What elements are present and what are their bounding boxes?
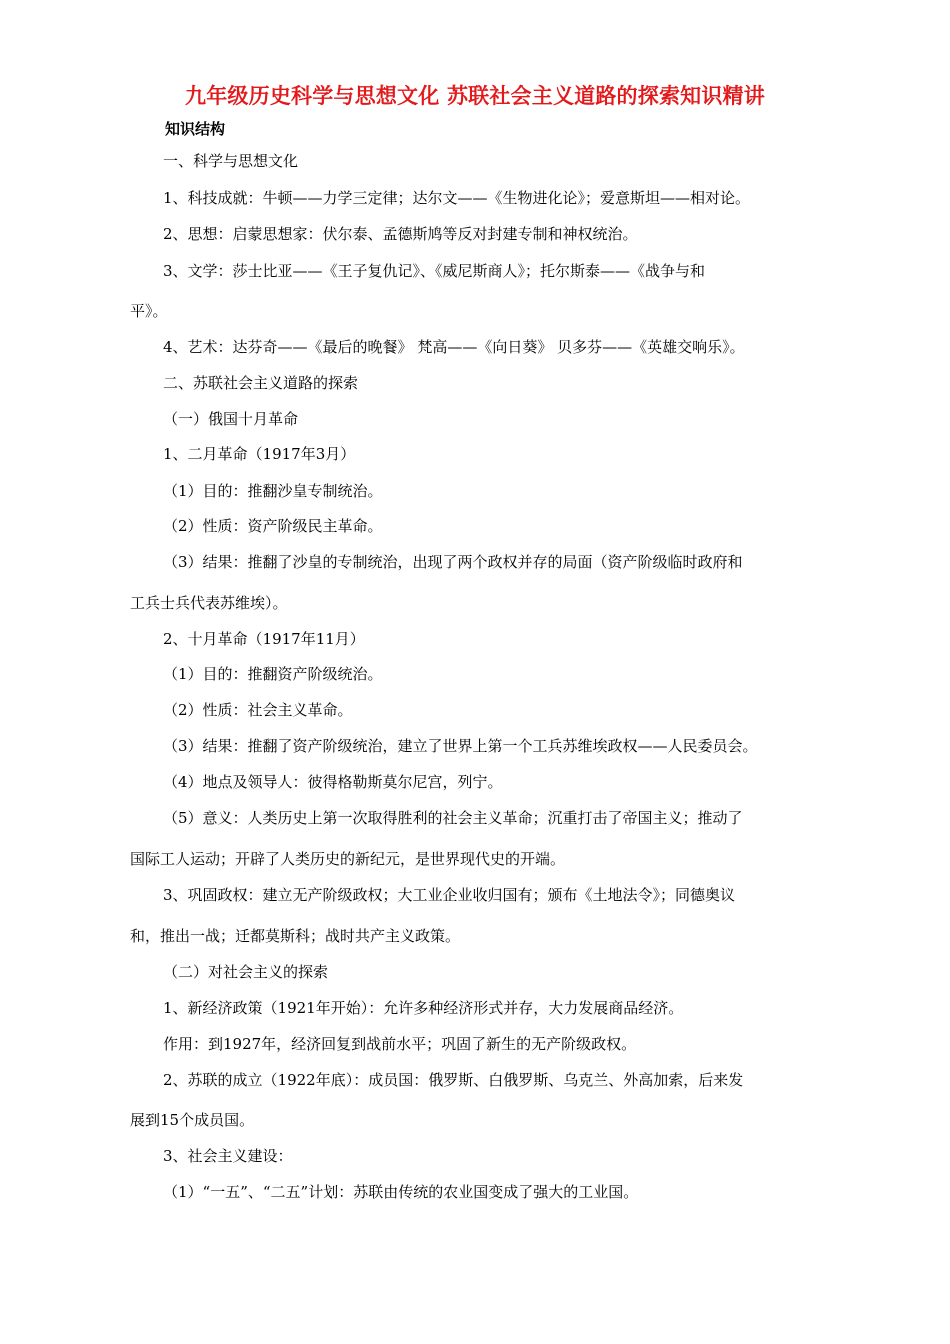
text-line: （1）“一五”、“二五”计划：苏联由传统的农业国变成了强大的工业国。 — [163, 1183, 639, 1201]
text-line: （5）意义：人类历史上第一次取得胜利的社会主义革命；沉重打击了帝国主义；推动了 — [163, 809, 743, 827]
text-line: 3、巩固政权：建立无产阶级政权；大工业企业收归国有；颁布《土地法令》；同德奥议 — [163, 886, 736, 904]
text-line: （3）结果：推翻了沙皇的专制统治，出现了两个政权并存的局面（资产阶级临时政府和 — [163, 553, 743, 571]
section-subhead: 知识结构 — [165, 120, 226, 138]
text-line: 1、新经济政策（1921年开始）：允许多种经济形式并存，大力发展商品经济。 — [163, 999, 684, 1017]
text-line: （1）目的：推翻沙皇专制统治。 — [163, 482, 383, 500]
text-line: 工兵士兵代表苏维埃）。 — [130, 594, 288, 612]
text-line: （一）俄国十月革命 — [163, 410, 299, 428]
text-line: 一、科学与思想文化 — [163, 152, 299, 170]
text-line: （2）性质：社会主义革命。 — [163, 701, 353, 719]
text-line: （2）性质：资产阶级民主革命。 — [163, 517, 383, 535]
text-line: 和，推出一战；迁都莫斯科；战时共产主义政策。 — [130, 927, 461, 945]
text-line: 2、苏联的成立（1922年底）：成员国：俄罗斯、白俄罗斯、乌克兰、外高加索，后来发 — [163, 1071, 744, 1089]
text-line: 2、十月革命（1917年11月） — [163, 630, 365, 648]
text-line: 2、思想：启蒙思想家：伏尔泰、孟德斯鸠等反对封建专制和神权统治。 — [163, 225, 638, 243]
text-line: 3、社会主义建设： — [163, 1147, 293, 1165]
text-line: （1）目的：推翻资产阶级统治。 — [163, 665, 383, 683]
text-line: 4、艺术：达芬奇——《最后的晚餐》 梵高——《向日葵》 贝多芬——《英雄交响乐》。 — [163, 338, 745, 356]
text-line: 作用：到1927年，经济回复到战前水平；巩固了新生的无产阶级政权。 — [163, 1035, 637, 1053]
text-line: （4）地点及领导人：彼得格勒斯莫尔尼宫，列宁。 — [163, 773, 503, 791]
text-line: 1、科技成就：牛顿——力学三定律；达尔文——《生物进化论》；爱意斯坦——相对论。 — [163, 189, 751, 207]
text-line: （二）对社会主义的探索 — [163, 963, 329, 981]
text-line: 二、苏联社会主义道路的探索 — [163, 374, 359, 392]
page-title: 九年级历史科学与思想文化 苏联社会主义道路的探索知识精讲 — [185, 84, 765, 108]
text-line: 平》。 — [130, 302, 168, 320]
text-line: （3）结果：推翻了资产阶级统治，建立了世界上第一个工兵苏维埃政权——人民委员会。 — [163, 737, 758, 755]
text-line: 3、文学：莎士比亚——《王子复仇记》、《威尼斯商人》；托尔斯泰——《战争与和 — [163, 262, 706, 280]
text-line: 国际工人运动；开辟了人类历史的新纪元，是世界现代史的开端。 — [130, 850, 566, 868]
text-line: 1、二月革命（1917年3月） — [163, 445, 356, 463]
text-line: 展到15个成员国。 — [130, 1111, 255, 1129]
